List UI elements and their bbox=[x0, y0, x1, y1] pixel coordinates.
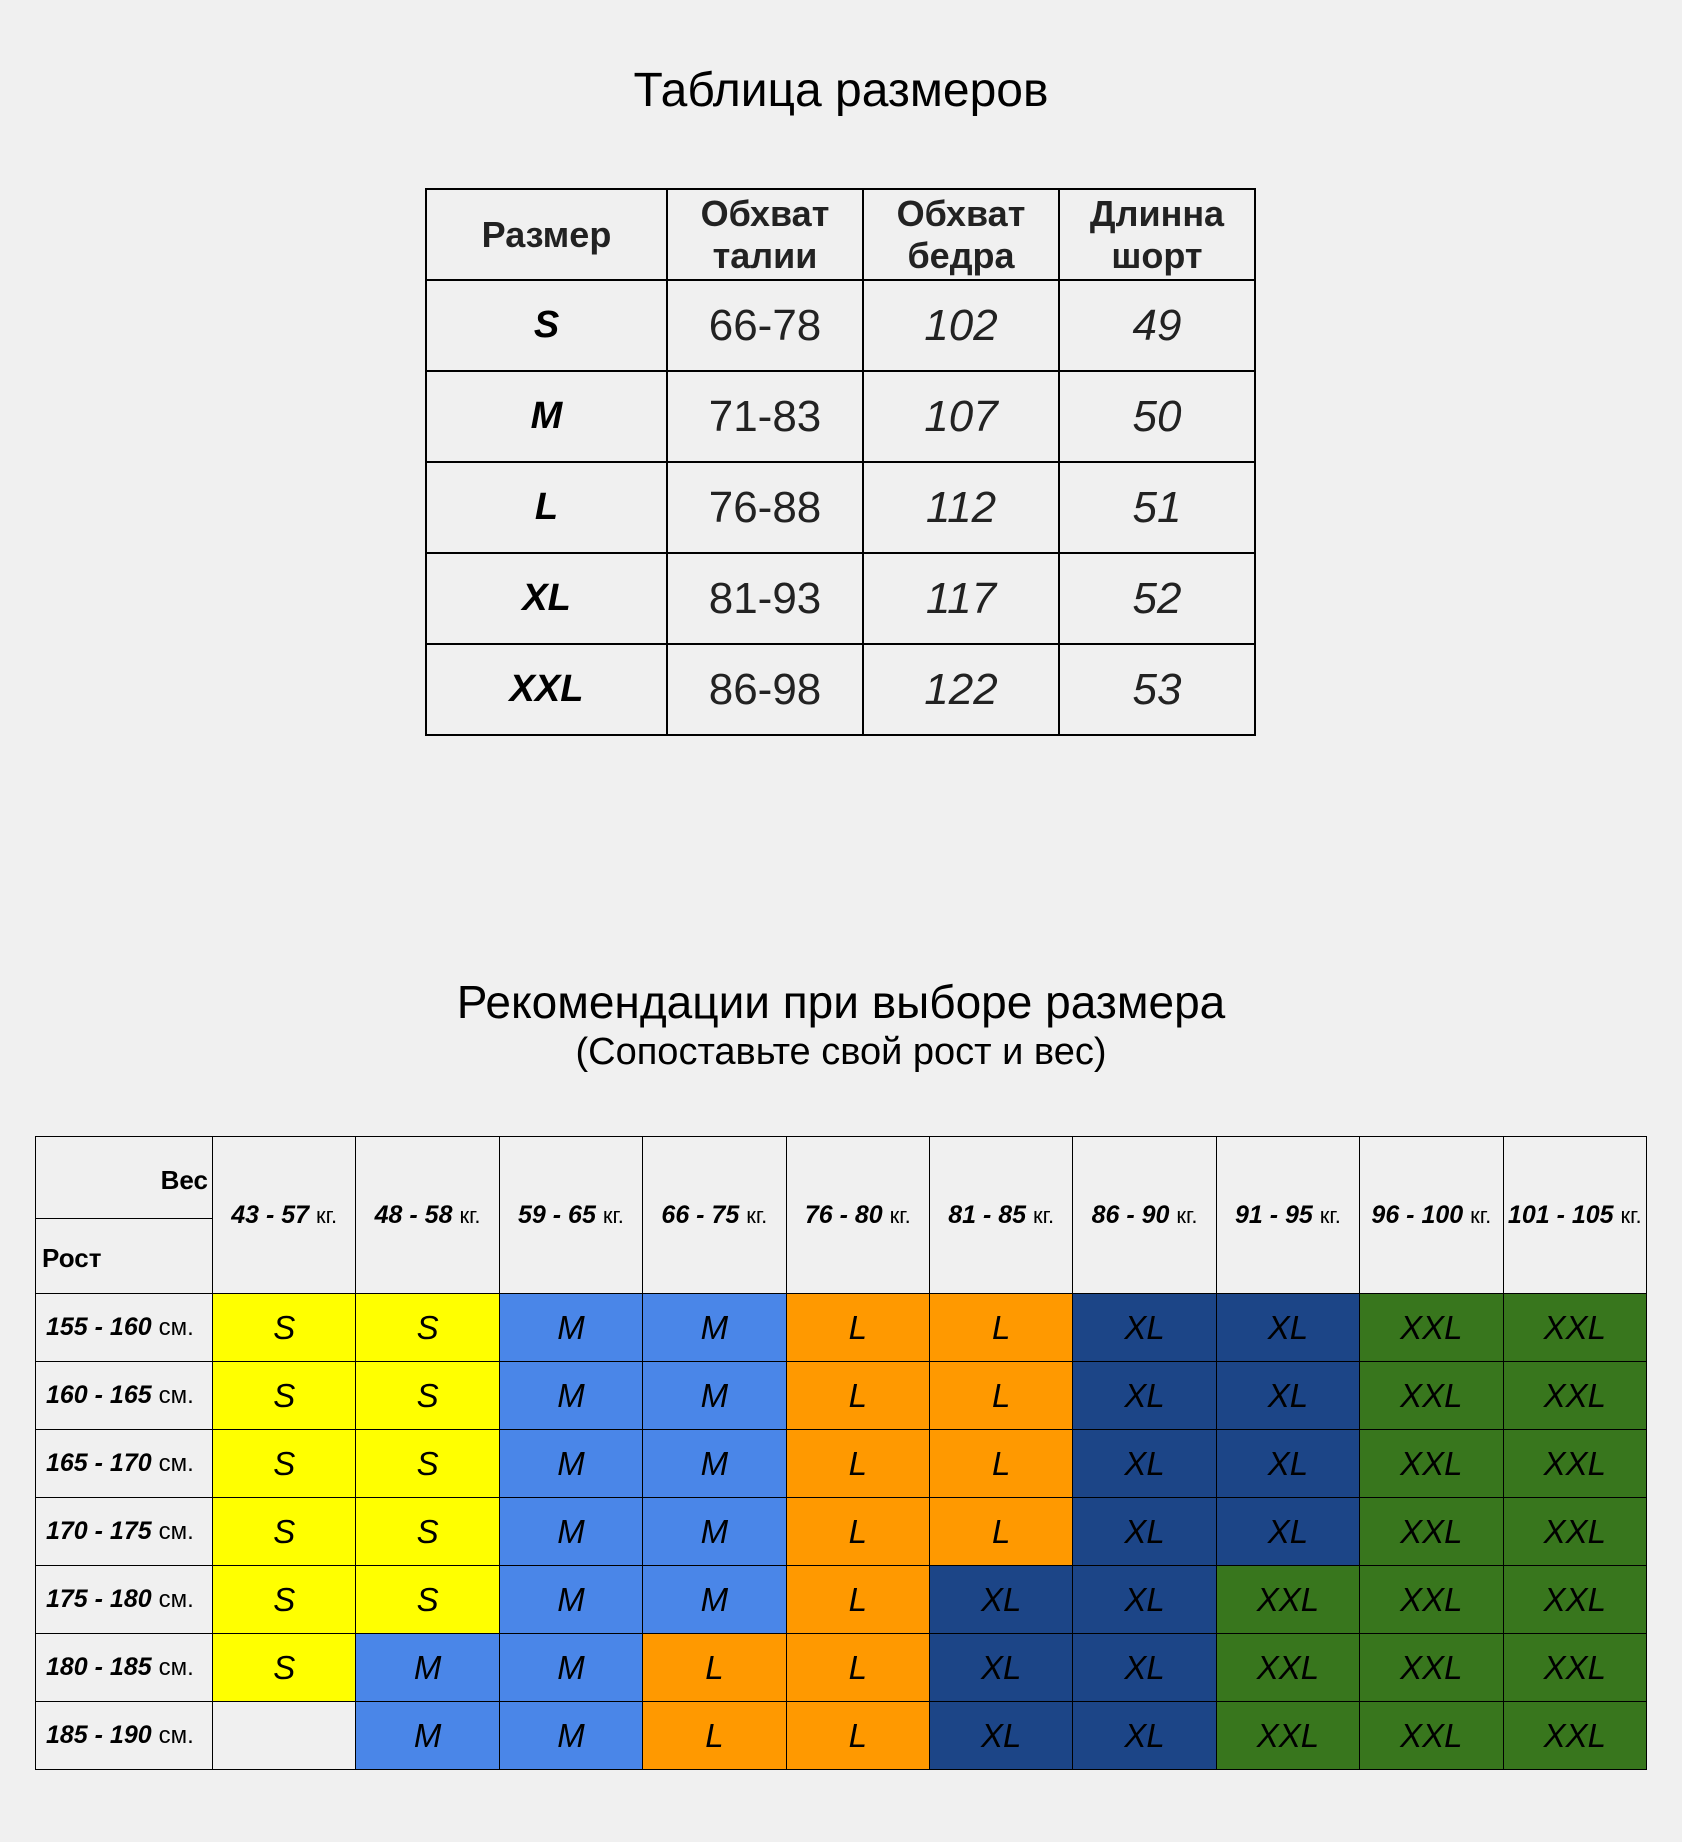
weight-range-header bbox=[786, 1137, 929, 1294]
weight-range-value: 76 - 80 bbox=[804, 1200, 883, 1229]
recommended-size-cell: XXL bbox=[1503, 1634, 1646, 1702]
weight-unit: кг. bbox=[316, 1202, 338, 1228]
recommended-size-cell: XXL bbox=[1360, 1362, 1503, 1430]
height-range-header bbox=[36, 1702, 213, 1770]
height-range-value: 175 - 180 bbox=[46, 1585, 152, 1613]
recommended-size-cell: S bbox=[356, 1430, 499, 1498]
recommended-size-cell: XXL bbox=[1216, 1634, 1359, 1702]
hip-cell: 102 bbox=[863, 280, 1059, 371]
weight-unit: кг. bbox=[1620, 1202, 1642, 1228]
weight-range-header bbox=[499, 1137, 642, 1294]
height-unit: см. bbox=[158, 1314, 194, 1341]
recommended-size-cell: S bbox=[356, 1498, 499, 1566]
height-unit: см. bbox=[158, 1654, 194, 1681]
height-range-header bbox=[36, 1634, 213, 1702]
height-unit: см. bbox=[158, 1586, 194, 1613]
recommended-size-cell: XL bbox=[1073, 1362, 1216, 1430]
weight-unit: кг. bbox=[1033, 1202, 1055, 1228]
header-length-line1: Длинна bbox=[1089, 192, 1225, 234]
recommended-size-cell: M bbox=[499, 1702, 642, 1770]
recommended-size-cell: XL bbox=[1073, 1566, 1216, 1634]
recommended-size-cell: XXL bbox=[1503, 1430, 1646, 1498]
size-row bbox=[426, 462, 1255, 553]
recommended-size-cell: S bbox=[213, 1362, 356, 1430]
recommended-size-cell: XL bbox=[1073, 1430, 1216, 1498]
recommended-size-cell: XL bbox=[1073, 1702, 1216, 1770]
weight-range-header bbox=[1216, 1137, 1359, 1294]
height-label: Рост bbox=[42, 1243, 102, 1273]
size-row bbox=[426, 280, 1255, 371]
height-range-header bbox=[36, 1362, 213, 1430]
hip-cell: 107 bbox=[863, 371, 1059, 462]
recommended-size-cell: M bbox=[499, 1294, 642, 1362]
height-range-value: 155 - 160 bbox=[46, 1313, 152, 1341]
header-waist-line1: Обхват bbox=[700, 192, 830, 234]
recommended-size-cell: S bbox=[213, 1634, 356, 1702]
size-cell: L bbox=[426, 462, 667, 553]
height-row bbox=[36, 1634, 1647, 1702]
height-range-value: 185 - 190 bbox=[46, 1721, 152, 1749]
recommended-size-cell: XXL bbox=[1503, 1702, 1646, 1770]
size-recommendation-grid bbox=[35, 1136, 1647, 1770]
weight-unit: кг. bbox=[889, 1202, 911, 1228]
waist-cell: 71-83 bbox=[667, 371, 863, 462]
height-range-value: 170 - 175 bbox=[46, 1517, 152, 1545]
weight-unit: кг. bbox=[1176, 1202, 1198, 1228]
size-table bbox=[425, 188, 1256, 736]
recommended-size-cell: XL bbox=[1216, 1362, 1359, 1430]
header-hip bbox=[863, 189, 1059, 280]
recommended-size-cell: XL bbox=[1073, 1498, 1216, 1566]
height-range-value: 180 - 185 bbox=[46, 1653, 152, 1681]
waist-cell: 81-93 bbox=[667, 553, 863, 644]
recommended-size-cell: M bbox=[499, 1430, 642, 1498]
recommended-size-cell: L bbox=[929, 1362, 1072, 1430]
size-cell: M bbox=[426, 371, 667, 462]
recommended-size-cell: XXL bbox=[1216, 1566, 1359, 1634]
recommended-size-cell: L bbox=[786, 1362, 929, 1430]
weight-unit: кг. bbox=[602, 1202, 624, 1228]
recommended-size-cell: XL bbox=[1216, 1294, 1359, 1362]
recommended-size-cell: L bbox=[643, 1702, 786, 1770]
recommended-size-cell: M bbox=[499, 1634, 642, 1702]
header-length-line2: шорт bbox=[1111, 234, 1203, 276]
size-cell: XXL bbox=[426, 644, 667, 735]
hip-cell: 117 bbox=[863, 553, 1059, 644]
height-row bbox=[36, 1430, 1647, 1498]
height-row bbox=[36, 1362, 1647, 1430]
height-unit: см. bbox=[158, 1382, 194, 1409]
header-size bbox=[426, 189, 667, 280]
recommended-size-cell: L bbox=[929, 1294, 1072, 1362]
height-unit: см. bbox=[158, 1722, 194, 1749]
recommended-size-cell: XXL bbox=[1360, 1498, 1503, 1566]
hip-cell: 122 bbox=[863, 644, 1059, 735]
recommended-size-cell: XL bbox=[1216, 1498, 1359, 1566]
weight-range-value: 48 - 58 bbox=[374, 1200, 453, 1229]
recommended-size-cell: L bbox=[929, 1498, 1072, 1566]
recommended-size-cell bbox=[213, 1702, 356, 1770]
waist-cell: 76-88 bbox=[667, 462, 863, 553]
recommended-size-cell: M bbox=[499, 1362, 642, 1430]
header-waist-line2: талии bbox=[712, 234, 818, 276]
length-cell: 52 bbox=[1059, 553, 1255, 644]
weight-range-value: 81 - 85 bbox=[948, 1200, 1027, 1229]
recommended-size-cell: M bbox=[643, 1362, 786, 1430]
length-cell: 50 bbox=[1059, 371, 1255, 462]
recommended-size-cell: XL bbox=[1216, 1430, 1359, 1498]
recommended-size-cell: M bbox=[643, 1294, 786, 1362]
recommended-size-cell: M bbox=[643, 1430, 786, 1498]
weight-range-header bbox=[1073, 1137, 1216, 1294]
waist-cell: 66-78 bbox=[667, 280, 863, 371]
height-range-header bbox=[36, 1294, 213, 1362]
waist-cell: 86-98 bbox=[667, 644, 863, 735]
recommended-size-cell: M bbox=[356, 1702, 499, 1770]
weight-unit: кг. bbox=[1319, 1202, 1341, 1228]
recommended-size-cell: L bbox=[786, 1498, 929, 1566]
recommended-size-cell: XL bbox=[1073, 1294, 1216, 1362]
height-range-header bbox=[36, 1430, 213, 1498]
corner-divider bbox=[36, 1218, 212, 1219]
weight-range-header bbox=[1360, 1137, 1503, 1294]
recommended-size-cell: XXL bbox=[1503, 1566, 1646, 1634]
height-range-value: 165 - 170 bbox=[46, 1449, 152, 1477]
size-row bbox=[426, 644, 1255, 735]
recommended-size-cell: XXL bbox=[1503, 1362, 1646, 1430]
size-row bbox=[426, 553, 1255, 644]
weight-range-header bbox=[929, 1137, 1072, 1294]
weight-header-row bbox=[36, 1137, 1647, 1294]
recommended-size-cell: S bbox=[356, 1566, 499, 1634]
recommended-size-cell: XL bbox=[929, 1566, 1072, 1634]
recommended-size-cell: S bbox=[356, 1294, 499, 1362]
size-table-title: Таблица размеров bbox=[633, 64, 1049, 117]
header-hip-line2: бедра bbox=[907, 234, 1015, 276]
recommended-size-cell: XXL bbox=[1360, 1566, 1503, 1634]
corner-cell bbox=[36, 1137, 213, 1294]
header-hip-line1: Обхват bbox=[896, 192, 1026, 234]
height-range-header bbox=[36, 1498, 213, 1566]
recommended-size-cell: XL bbox=[929, 1634, 1072, 1702]
weight-range-header bbox=[1503, 1137, 1646, 1294]
recommended-size-cell: XXL bbox=[1503, 1294, 1646, 1362]
weight-range-header bbox=[356, 1137, 499, 1294]
recommended-size-cell: L bbox=[786, 1702, 929, 1770]
weight-range-value: 43 - 57 bbox=[231, 1200, 310, 1229]
size-row bbox=[426, 371, 1255, 462]
recommended-size-cell: XXL bbox=[1360, 1702, 1503, 1770]
weight-range-value: 96 - 100 bbox=[1371, 1200, 1464, 1229]
recommended-size-cell: XXL bbox=[1216, 1702, 1359, 1770]
recommended-size-cell: XXL bbox=[1360, 1634, 1503, 1702]
weight-range-value: 86 - 90 bbox=[1091, 1200, 1170, 1229]
height-row bbox=[36, 1498, 1647, 1566]
size-cell: S bbox=[426, 280, 667, 371]
recommended-size-cell: XXL bbox=[1503, 1498, 1646, 1566]
weight-range-value: 101 - 105 bbox=[1507, 1200, 1614, 1229]
recommended-size-cell: S bbox=[213, 1498, 356, 1566]
height-range-header bbox=[36, 1566, 213, 1634]
recommended-size-cell: XXL bbox=[1360, 1430, 1503, 1498]
recommended-size-cell: M bbox=[356, 1634, 499, 1702]
recommended-size-cell: S bbox=[213, 1430, 356, 1498]
weight-range-value: 66 - 75 bbox=[661, 1200, 740, 1229]
recommended-size-cell: S bbox=[356, 1362, 499, 1430]
recommendations-subtitle: (Сопоставьте свой рост и вес) bbox=[575, 1031, 1107, 1073]
height-unit: см. bbox=[158, 1450, 194, 1477]
recommended-size-cell: L bbox=[929, 1430, 1072, 1498]
recommended-size-cell: M bbox=[499, 1498, 642, 1566]
recommended-size-cell: XXL bbox=[1360, 1294, 1503, 1362]
recommended-size-cell: L bbox=[786, 1566, 929, 1634]
recommended-size-cell: XL bbox=[1073, 1634, 1216, 1702]
length-cell: 49 bbox=[1059, 280, 1255, 371]
recommended-size-cell: S bbox=[213, 1566, 356, 1634]
recommended-size-cell: M bbox=[643, 1566, 786, 1634]
weight-unit: кг. bbox=[1470, 1202, 1492, 1228]
weight-range-value: 59 - 65 bbox=[518, 1200, 596, 1229]
header-length bbox=[1059, 189, 1255, 280]
weight-range-value: 91 - 95 bbox=[1234, 1200, 1313, 1229]
recommended-size-cell: L bbox=[786, 1634, 929, 1702]
height-row bbox=[36, 1702, 1647, 1770]
weight-unit: кг. bbox=[459, 1202, 481, 1228]
recommendations-title: Рекомендации при выборе размера bbox=[456, 976, 1226, 1028]
recommended-size-cell: M bbox=[643, 1498, 786, 1566]
header-size-line1: Размер bbox=[481, 213, 612, 255]
height-unit: см. bbox=[158, 1518, 194, 1545]
weight-label: Вес bbox=[160, 1165, 208, 1195]
length-cell: 51 bbox=[1059, 462, 1255, 553]
height-row bbox=[36, 1294, 1647, 1362]
size-cell: XL bbox=[426, 553, 667, 644]
weight-unit: кг. bbox=[746, 1202, 768, 1228]
recommended-size-cell: L bbox=[643, 1634, 786, 1702]
header-waist bbox=[667, 189, 863, 280]
weight-range-header bbox=[213, 1137, 356, 1294]
recommended-size-cell: S bbox=[213, 1294, 356, 1362]
hip-cell: 112 bbox=[863, 462, 1059, 553]
size-table-header-row bbox=[426, 189, 1255, 280]
height-range-value: 160 - 165 bbox=[46, 1381, 152, 1409]
length-cell: 53 bbox=[1059, 644, 1255, 735]
height-row bbox=[36, 1566, 1647, 1634]
weight-range-header bbox=[643, 1137, 786, 1294]
recommended-size-cell: L bbox=[786, 1430, 929, 1498]
recommended-size-cell: L bbox=[786, 1294, 929, 1362]
recommended-size-cell: XL bbox=[929, 1702, 1072, 1770]
recommended-size-cell: M bbox=[499, 1566, 642, 1634]
